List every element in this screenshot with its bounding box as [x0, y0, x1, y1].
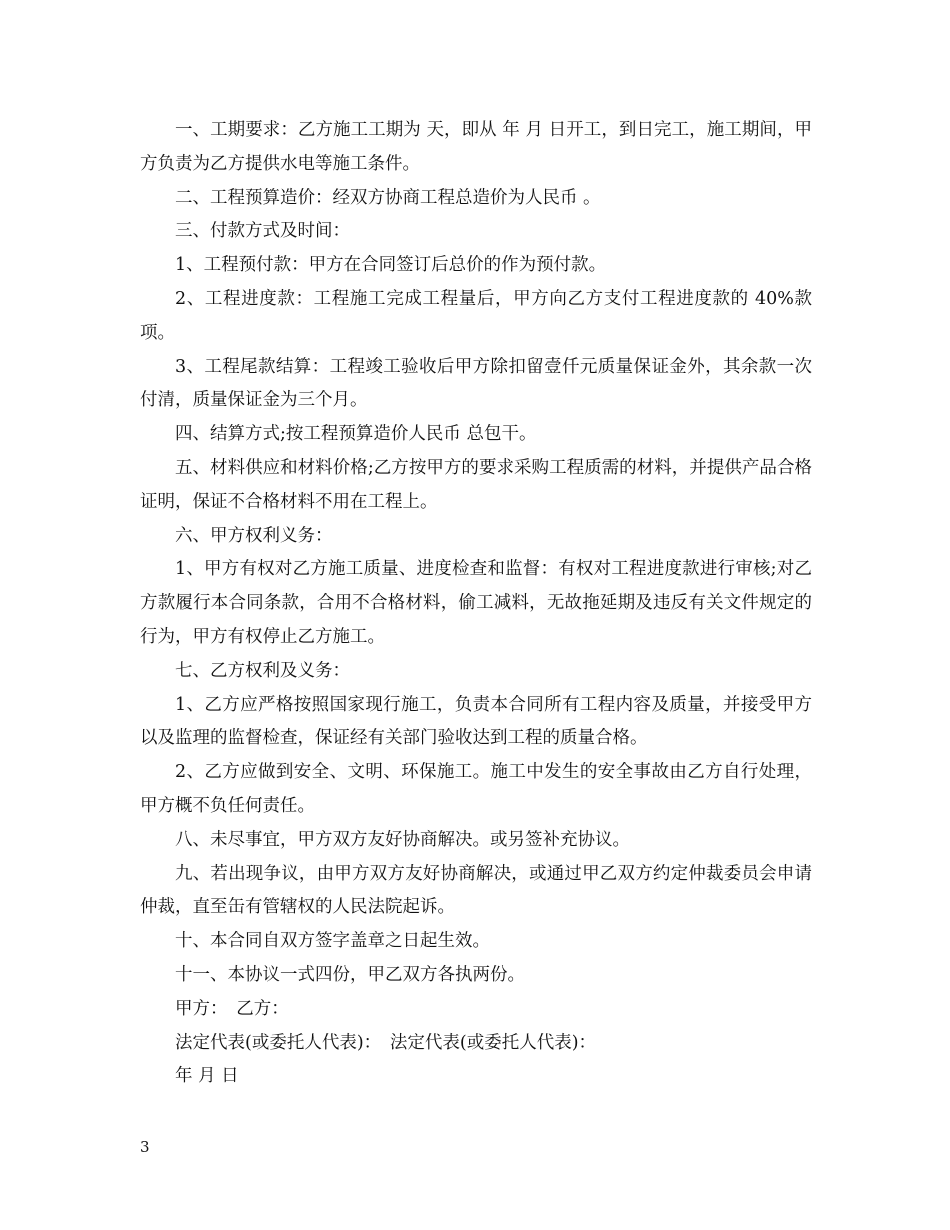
clause-disputes: 九、若出现争议，由甲方双方友好协商解决，或通过甲乙双方约定仲裁委员会申请仲裁，直至缶有管辖权的人民法院起诉。 [140, 863, 812, 918]
clause-party-a-heading: 六、甲方权利义务： [175, 525, 333, 546]
signature-date: 年 月 日 [175, 1066, 239, 1087]
signature-parties: 甲方： 乙方： [175, 998, 289, 1019]
clause-party-b-quality: 1、乙方应严格按照国家现行施工，负责本合同所有工程内容及质量，并接受甲方以及监理的监督检查，保证经有关部门验收达到工程的质量合格。 [140, 694, 812, 749]
clause-final-payment: 3、工程尾款结算：工程竣工验收后甲方除扣留壹仟元质量保证金外，其余款一次付清，质量保证金为三个月。 [140, 356, 812, 411]
clause-construction-period: 一、工期要求：乙方施工工期为 天，即从 年 月 日开工，到日完工，施工期间，甲方负责为乙方提供水电等施工条件。 [140, 120, 812, 174]
page-number: 3 [140, 1138, 150, 1156]
clause-copies: 十一、本协议一式四份，甲乙双方各执两份。 [175, 964, 525, 985]
clause-party-b-safety: 2、乙方应做到安全、文明、环保施工。施工中发生的安全事故由乙方自行处理，甲方概不负任何责任。 [140, 762, 812, 816]
clause-party-b-heading: 七、乙方权利及义务： [175, 660, 350, 681]
clause-payment-heading: 三、付款方式及时间： [175, 221, 350, 242]
clause-materials: 五、材料供应和材料价格;乙方按甲方的要求采购工程质需的材料，并提供产品合格证明，保证不合格材料不用在工程上。 [140, 457, 812, 512]
clause-settlement-method: 四、结算方式;按工程预算造价人民币 总包干。 [175, 424, 537, 445]
document-body [140, 114, 812, 1094]
clause-budget-price: 二、工程预算造价：经双方协商工程总造价为人民币 。 [175, 187, 601, 208]
clause-advance-payment: 1、工程预付款：甲方在合同签订后总价的作为预付款。 [175, 255, 607, 276]
clause-unresolved-matters: 八、未尽事宜，甲方双方友好协商解决。或另签补充协议。 [175, 829, 630, 850]
clause-party-a-rights: 1、甲方有权对乙方施工质量、进度检查和监督：有权对工程进度款进行审核;对乙方款履行本合同条款，合用不合格材料，偷工减料，无故拖延期及违反有关文件规定的行为，甲方有权停止乙方施工。 [140, 559, 812, 647]
clause-progress-payment: 2、工程进度款：工程施工完成工程量后，甲方向乙方支付工程进度款的 40%款项。 [140, 288, 812, 343]
clause-effective-date: 十、本合同自双方签字盖章之日起生效。 [175, 931, 490, 952]
signature-representatives: 法定代表(或委托人代表)： 法定代表(或委托人代表)： [175, 1032, 597, 1053]
